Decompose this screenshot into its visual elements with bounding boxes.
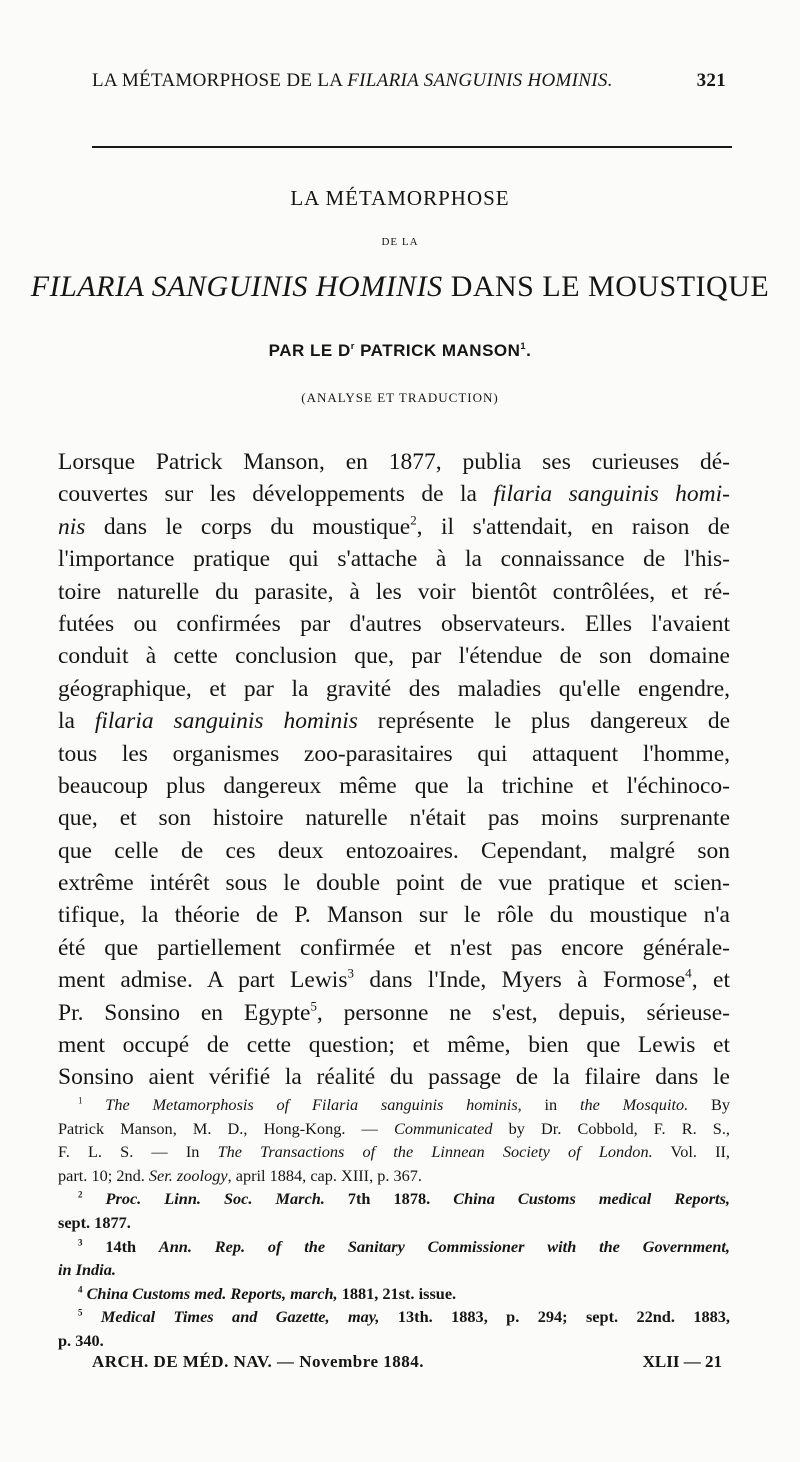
footnote-ref: 2 — [410, 512, 417, 528]
footnote-text: Vol. II, — [652, 1142, 730, 1162]
body-line: extrême intérêt sous le double point de vue pratique et scien- — [58, 870, 730, 897]
running-head-prefix: LA MÉTAMORPHOSE DE LA — [92, 70, 348, 91]
footnote-3-line — [58, 1258, 730, 1282]
body-line: tifique, la théorie de P. Manson sur le rôle du moustique n'a — [58, 902, 730, 929]
footnote-italic: in India. — [58, 1260, 116, 1280]
footnote-text: , april 1884, cap. XIII, p. 367. — [227, 1165, 422, 1185]
body-text-run: dans l'Inde, Myers à Formose — [353, 967, 686, 994]
footnote-1 — [58, 1093, 730, 1117]
byline-prefix: PAR LE D — [268, 341, 351, 360]
article-title-line1: LA MÉTAMORPHOSE — [290, 186, 510, 210]
body-text-run: représente le plus dangereux de — [357, 708, 730, 735]
body-line: que celle de ces deux entozoaires. Cependant, malgré son — [58, 837, 730, 864]
article-title-line2: DE LA — [381, 236, 419, 248]
footnote-number: 5 — [78, 1307, 83, 1318]
footnote-text: 13th. 1883, p. 294; sept. 22nd. 1883, — [379, 1307, 730, 1327]
body-text-run: Pr. Sonsino en Egypte — [58, 999, 311, 1026]
footnote-1-line — [58, 1140, 730, 1164]
footnote-5-line — [58, 1329, 730, 1353]
footnote-text: , in — [517, 1095, 580, 1114]
body-paragraph — [58, 446, 730, 1094]
page-number: 321 — [696, 70, 726, 91]
footnote-italic: China Customs med. Reports, march, — [86, 1283, 338, 1303]
body-line: tous les organismes zoo-parasitaires qui attaquent l'homme, — [58, 740, 730, 767]
footnote-italic: Ann. Rep. of the Sanitary Commissioner with the Government, — [158, 1236, 730, 1256]
footnote-ref: 4 — [685, 965, 692, 981]
body-line: Sonsino aient vérifié la réalité du passage de la filaire dans le — [58, 1064, 730, 1091]
footnote-number: 1 — [78, 1095, 83, 1106]
subtitle: (ANALYSE ET TRADUCTION) — [301, 390, 499, 405]
body-line — [58, 511, 730, 543]
footnote-ref: 5 — [310, 997, 317, 1013]
footnote-text: sept. 1877. — [58, 1212, 131, 1232]
footnote-text: By — [688, 1095, 730, 1114]
body-line — [58, 705, 730, 737]
body-text-run: la — [58, 708, 95, 735]
article-title-italic: FILARIA SANGUINIS HOMINIS — [30, 270, 443, 303]
footnote-4 — [58, 1282, 730, 1306]
footnote-text: 1881, 21st. issue. — [337, 1283, 457, 1303]
body-line: Lorsque Patrick Manson, en 1877, publia ses curieuses dé- — [58, 449, 730, 475]
body-line: que, et son histoire naturelle n'était pas moins surprenante — [58, 805, 730, 832]
byline-sup: r — [350, 341, 355, 351]
footnote-italic: Ser. zoology — [148, 1165, 228, 1185]
body-line: été que partiellement confirmée et n'est pas encore générale- — [58, 934, 730, 961]
body-text-run: , personne ne s'est, depuis, sérieuse- — [316, 999, 730, 1026]
footnote-italic: Medical Times and Gazette, may, — [100, 1307, 380, 1327]
footnote-5 — [58, 1305, 730, 1329]
footnote-text: p. 340. — [58, 1330, 104, 1350]
running-head-title — [92, 70, 613, 92]
body-text-run: , et — [691, 967, 730, 994]
footnote-text: 14th — [105, 1236, 159, 1256]
body-line: géographique, et par la gravité des maladies qu'elle engendre, — [58, 675, 730, 702]
footnote-3 — [58, 1235, 730, 1259]
footnote-italic: China Customs medical Reports, — [453, 1189, 730, 1209]
byline-tail: . — [526, 341, 532, 360]
body-line: toire naturelle du parasite, à les voir bientôt contrôlées, et ré- — [58, 578, 730, 605]
body-italic-run: nis — [58, 513, 86, 540]
footnote-ref: 3 — [347, 965, 354, 981]
footnote-italic: the Mosquito. — [579, 1095, 689, 1114]
header-rule — [92, 146, 732, 148]
footnote-text: Patrick Manson, M. D., Hong-Kong. — — [58, 1118, 394, 1138]
author-name: PATRICK MANSON — [354, 341, 521, 360]
footnote-1-line — [58, 1164, 730, 1188]
body-line: l'importance pratique qui s'attache à la connaissance de l'his- — [58, 546, 730, 573]
footnote-number: 3 — [78, 1236, 83, 1247]
body-text-run: dans le corps du moustique — [85, 513, 411, 540]
footnote-italic: Proc. Linn. Soc. March. — [105, 1189, 325, 1209]
footnote-text: by Dr. Cobbold, F. R. S., — [492, 1118, 730, 1138]
footnote-italic: Communicated — [393, 1118, 493, 1138]
byline-footnote-ref: 1 — [520, 341, 527, 351]
footnote-text: part. 10; 2nd. — [58, 1165, 149, 1185]
footnote-1-line — [58, 1117, 730, 1141]
running-head-italic: FILARIA SANGUINIS HOMINIS. — [347, 70, 613, 91]
footnote-italic: The Transactions of the Linnean Society of London. — [217, 1142, 653, 1162]
body-italic-run: filaria sanguinis hominis — [94, 708, 358, 735]
body-line — [58, 964, 730, 996]
byline — [0, 341, 800, 361]
body-line: futées ou confirmées par d'autres observateurs. Elles l'avaient — [58, 610, 730, 637]
footnote-number: 4 — [78, 1284, 83, 1295]
footnote-number: 2 — [78, 1189, 83, 1200]
signature-sheet: XLII — 21 — [642, 1352, 722, 1371]
footnote-italic: sanguinis hominis — [380, 1095, 518, 1114]
body-line: ment occupé de cette question; et même, bien que Lewis et — [58, 1032, 730, 1059]
footnote-text: 7th 1878. — [324, 1189, 454, 1209]
article-title-rest: DANS LE MOUSTIQUE — [442, 270, 770, 303]
footnote-2 — [58, 1187, 730, 1211]
body-line — [58, 478, 730, 510]
body-italic-run: filaria sanguinis homi- — [493, 481, 730, 508]
footnote-text: F. L. S. — In — [58, 1142, 218, 1162]
footnote-2-line — [58, 1211, 730, 1235]
body-text-run: couvertes sur les développements de la — [58, 481, 494, 508]
footnotes — [58, 1093, 730, 1353]
body-text-run: ment admise. A part Lewis — [58, 967, 348, 994]
body-line — [58, 997, 730, 1029]
article-title-line3 — [0, 270, 800, 304]
footnote-italic: The Metamorphosis of Filaria — [105, 1095, 381, 1114]
body-line: beaucoup plus dangereux même que la trichine et l'échinoco- — [58, 772, 730, 799]
signature-journal: ARCH. DE MÉD. NAV. — Novembre 1884. — [92, 1352, 424, 1371]
body-line: conduit à cette conclusion que, par l'étendue de son domaine — [58, 643, 730, 670]
body-text-run: , il s'attendait, en raison de — [416, 513, 730, 540]
